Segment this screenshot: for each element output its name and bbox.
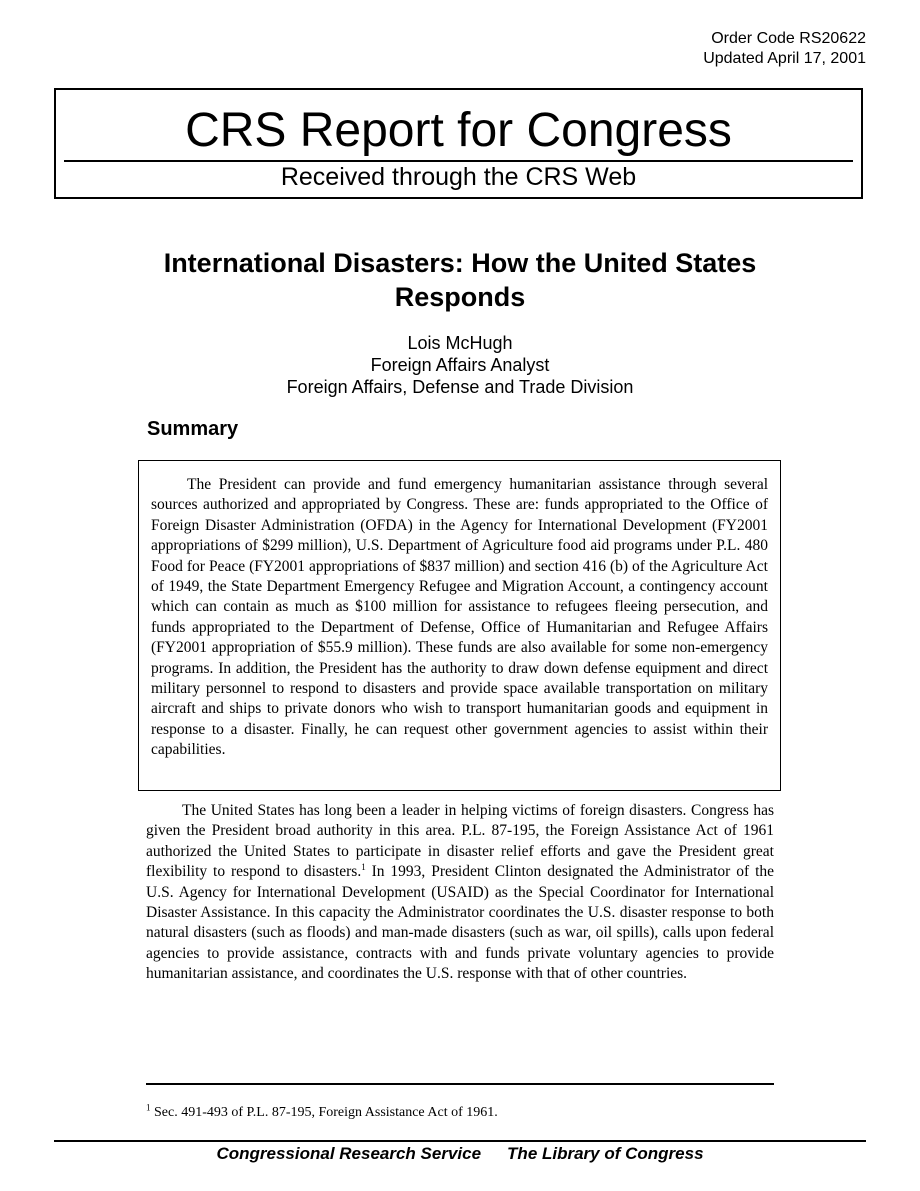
document-title-line-2: Responds [394,282,526,312]
author-name: Lois McHugh [407,333,513,353]
order-code: Order Code RS20622 [711,30,866,47]
document-title [100,246,820,314]
summary-heading: Summary [147,418,239,440]
summary-text: The President can provide and fund emergency humanitarian assistance through several sources authorized and appropriated by Congress. These are: funds appropriated to the Office of Foreign Disaster Administration (OFDA) in the Agency for International Development (FY2001 appropriations of $299 million), U.S. Department of Agriculture food aid programs under P.L. 480 Food for Peace (FY2001 appropriations of $837 million) and section 416 (b) of the Agriculture Act of 1949, the State Department Emergency Refugee and Migration Account, a contingency account which can contain as much as $100 million for assistance to refugees fleeing persecution, and funds appropriated to the Department of Defense, Office of Humanitarian and Refugee Affairs (FY2001 appropriation of $55.9 million). These funds are also available for some non-emergency programs. In addition, the President has the authority to draw down defense equipment and direct military personnel to respond to disasters and provide space available transportation on military aircraft and ships to private donors who wish to transport humanitarian goods and equipment in response to a disaster. Finally, he can request other government agencies to assist within their capabilities. [151,476,768,759]
body-paragraph [146,801,774,985]
footer-organization: Congressional Research Service [216,1144,482,1163]
updated-date: Updated April 17, 2001 [703,50,866,67]
crs-banner [54,88,863,199]
author-title: Foreign Affairs Analyst [370,355,550,375]
page-footer [0,1143,920,1165]
summary-box [138,460,781,791]
order-code-block [703,29,866,69]
footnote-reference[interactable]: 1 [361,862,366,873]
footnote [146,1104,498,1122]
footnote-divider [146,1083,774,1085]
author-block [0,332,920,398]
footnote-mark: 1 [146,1102,151,1113]
footnote-text: Sec. 491-493 of P.L. 87-195, Foreign Assistance Act of 1961. [150,1105,498,1120]
body-text-part-2: In 1993, President Clinton designated the Administrator of the U.S. Agency for International Development (USAID) as the Special Coordinator for International Disaster Assistance. In this capacity the Administrator coordinates the U.S. disaster response to both natural disasters (such as floods) and man-made disasters (such as war, oil spills), calls upon federal agencies to provide assistance, contracts with and funds private voluntary agencies to provide humanitarian assistance, and coordinates the U.S. response with that of other countries. [146,863,775,983]
body-text-part-1: The United States has long been a leader in helping victims of foreign disasters. Congress has given the President broad authority in this area. P.L. 87-195, the Foreign Assistance Act of 1961 authorized the United States to participate in disaster relief efforts and gave the President great flexibility to respond to disasters. [146,802,774,881]
footer-library: The Library of Congress [507,1144,704,1163]
document-title-line-1: International Disasters: How the United States [163,248,757,278]
author-division: Foreign Affairs, Defense and Trade Division [286,377,634,397]
footer-divider [54,1140,866,1142]
banner-subtitle: Received through the CRS Web [280,163,637,191]
banner-title: CRS Report for Congress [185,104,732,157]
